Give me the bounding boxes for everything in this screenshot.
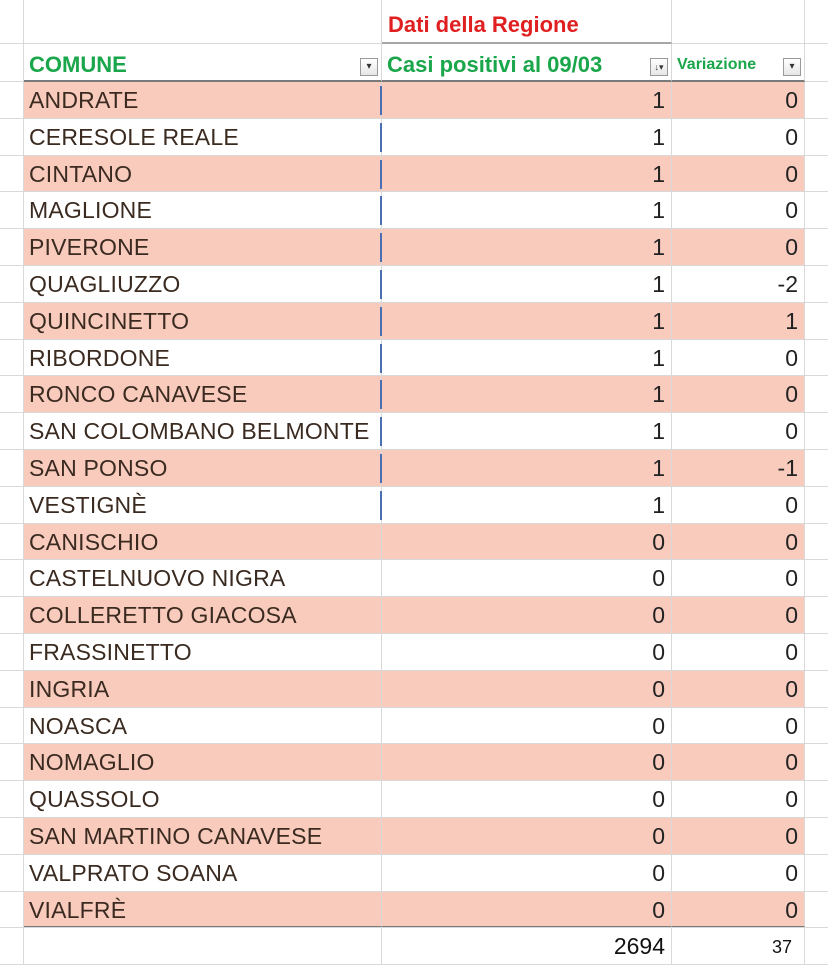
header-row — [0, 44, 828, 82]
variazione-value: 0 — [785, 197, 798, 224]
cell-empty[interactable] — [672, 0, 805, 44]
cell-comune[interactable] — [24, 781, 382, 818]
row-gutter — [0, 44, 24, 82]
row-gutter — [0, 781, 24, 818]
casi-value: 0 — [652, 896, 665, 923]
cell-casi[interactable] — [382, 413, 672, 450]
casi-value: 0 — [652, 712, 665, 739]
cell-empty[interactable] — [805, 671, 828, 708]
variazione-value: 0 — [785, 123, 798, 150]
cell-comune[interactable] — [24, 229, 382, 266]
totals-row — [0, 926, 828, 965]
cell-variazione[interactable] — [672, 744, 805, 781]
dropdown-filter-icon[interactable]: ▾ — [360, 58, 378, 76]
cell-empty[interactable] — [805, 156, 828, 193]
cell-variazione[interactable] — [672, 781, 805, 818]
cell-empty[interactable] — [805, 597, 828, 634]
cell-comune[interactable] — [24, 708, 382, 745]
header-comune-label: COMUNE — [29, 52, 127, 77]
table-row — [0, 119, 828, 156]
variazione-value: -1 — [777, 455, 798, 481]
cell-variazione[interactable] — [672, 340, 805, 377]
cell-variazione[interactable] — [672, 597, 805, 634]
variazione-value: 0 — [785, 712, 798, 739]
cell-empty[interactable] — [805, 818, 828, 855]
cell-comune[interactable] — [24, 560, 382, 597]
comune-name: VALPRATO SOANA — [29, 859, 238, 886]
cell-comune[interactable] — [24, 671, 382, 708]
table-row — [0, 708, 828, 745]
cell-variazione[interactable] — [672, 450, 805, 487]
cell-empty[interactable] — [805, 44, 828, 82]
row-gutter — [0, 82, 24, 119]
row-gutter — [0, 597, 24, 634]
casi-value: 1 — [652, 307, 665, 334]
row-gutter — [0, 892, 24, 929]
comune-name: CERESOLE REALE — [29, 123, 239, 150]
total-variazione-cell[interactable] — [672, 926, 805, 965]
cell-comune[interactable] — [24, 266, 382, 303]
cell-empty[interactable] — [805, 192, 828, 229]
comune-name: CINTANO — [29, 160, 133, 187]
cell-variazione[interactable] — [672, 892, 805, 929]
cell-empty[interactable] — [805, 266, 828, 303]
cell-casi[interactable] — [382, 597, 672, 634]
variazione-value: 0 — [785, 418, 798, 445]
sort-descending-filter-icon[interactable]: ↓▾ — [650, 58, 668, 76]
comune-name: NOASCA — [29, 712, 128, 739]
section-title: Dati della Regione — [388, 12, 579, 37]
cell-variazione[interactable] — [672, 266, 805, 303]
cell-casi[interactable] — [382, 487, 672, 524]
cell-variazione[interactable] — [672, 119, 805, 156]
table-row — [0, 855, 828, 892]
cell-casi[interactable] — [382, 229, 672, 266]
table-row — [0, 487, 828, 524]
cell-comune[interactable] — [24, 524, 382, 561]
cell-empty[interactable] — [805, 634, 828, 671]
cell-empty[interactable] — [24, 0, 382, 44]
cell-variazione[interactable] — [672, 192, 805, 229]
cell-casi[interactable] — [382, 340, 672, 377]
cell-empty[interactable] — [805, 119, 828, 156]
header-variazione[interactable] — [672, 44, 805, 82]
table-row — [0, 744, 828, 781]
cell-comune[interactable] — [24, 192, 382, 229]
casi-value: 1 — [652, 123, 665, 150]
comune-name: FRASSINETTO — [29, 639, 192, 665]
cell-empty[interactable] — [805, 855, 828, 892]
comune-name: VIALFRÈ — [29, 896, 127, 923]
casi-value: 0 — [652, 528, 665, 555]
casi-value: 0 — [652, 565, 665, 592]
variazione-value: -2 — [777, 271, 798, 297]
cell-comune[interactable] — [24, 634, 382, 671]
cell-casi[interactable] — [382, 892, 672, 929]
row-gutter — [0, 340, 24, 377]
cell-comune[interactable] — [24, 892, 382, 929]
row-gutter — [0, 0, 24, 44]
variazione-value: 0 — [785, 749, 798, 776]
section-title-cell[interactable] — [382, 0, 672, 44]
cell-variazione[interactable] — [672, 156, 805, 193]
variazione-value: 0 — [785, 896, 798, 923]
casi-value: 0 — [652, 639, 665, 665]
cell-casi[interactable] — [382, 156, 672, 193]
table-row — [0, 818, 828, 855]
cell-variazione[interactable] — [672, 634, 805, 671]
row-gutter — [0, 708, 24, 745]
table-row — [0, 192, 828, 229]
cell-comune[interactable] — [24, 744, 382, 781]
cell-variazione[interactable] — [672, 671, 805, 708]
row-gutter — [0, 524, 24, 561]
cell-comune[interactable] — [24, 82, 382, 119]
cell-empty[interactable] — [805, 926, 828, 965]
row-gutter — [0, 671, 24, 708]
table-row — [0, 82, 828, 119]
variazione-value: 0 — [785, 528, 798, 555]
cell-variazione[interactable] — [672, 818, 805, 855]
cell-comune[interactable] — [24, 855, 382, 892]
cell-empty[interactable] — [805, 413, 828, 450]
cell-casi[interactable] — [382, 303, 672, 340]
cell-empty[interactable] — [805, 781, 828, 818]
casi-value: 1 — [652, 271, 665, 297]
cell-casi[interactable] — [382, 192, 672, 229]
table-row — [0, 156, 828, 193]
cell-casi[interactable] — [382, 708, 672, 745]
casi-value: 0 — [652, 675, 665, 702]
casi-value: 1 — [652, 87, 665, 113]
variazione-value: 0 — [785, 234, 798, 261]
variazione-value: 0 — [785, 823, 798, 849]
comune-name: SAN PONSO — [29, 455, 168, 481]
variazione-value: 0 — [785, 160, 798, 187]
cell-variazione[interactable] — [672, 855, 805, 892]
cell-empty[interactable] — [24, 926, 382, 965]
variazione-value: 0 — [785, 491, 798, 518]
cell-variazione[interactable] — [672, 376, 805, 413]
casi-value: 0 — [652, 602, 665, 629]
comune-name: VESTIGNÈ — [29, 491, 147, 518]
comune-name: RONCO CANAVESE — [29, 381, 248, 408]
casi-value: 0 — [652, 749, 665, 776]
cell-variazione[interactable] — [672, 82, 805, 119]
cell-variazione[interactable] — [672, 229, 805, 266]
cell-comune[interactable] — [24, 340, 382, 377]
title-row — [0, 0, 828, 44]
casi-value: 1 — [652, 344, 665, 371]
row-gutter — [0, 413, 24, 450]
cell-empty[interactable] — [805, 708, 828, 745]
cell-comune[interactable] — [24, 450, 382, 487]
table-row — [0, 524, 828, 561]
comune-name: SAN COLOMBANO BELMONTE — [29, 418, 370, 445]
variazione-value: 0 — [785, 565, 798, 592]
cell-variazione[interactable] — [672, 487, 805, 524]
header-casi[interactable] — [382, 44, 672, 82]
cell-empty[interactable] — [805, 892, 828, 929]
cell-empty[interactable] — [805, 376, 828, 413]
variazione-value: 0 — [785, 381, 798, 408]
cell-comune[interactable] — [24, 119, 382, 156]
cell-casi[interactable] — [382, 82, 672, 119]
cell-casi[interactable] — [382, 671, 672, 708]
cell-empty[interactable] — [805, 303, 828, 340]
row-gutter — [0, 634, 24, 671]
row-gutter — [0, 487, 24, 524]
table-row — [0, 303, 828, 340]
cell-casi[interactable] — [382, 855, 672, 892]
cell-empty[interactable] — [805, 229, 828, 266]
row-gutter — [0, 560, 24, 597]
row-gutter — [0, 855, 24, 892]
header-comune[interactable] — [24, 44, 382, 82]
casi-value: 1 — [652, 381, 665, 408]
row-gutter — [0, 229, 24, 266]
casi-value: 1 — [652, 197, 665, 224]
comune-name: COLLERETTO GIACOSA — [29, 602, 297, 629]
row-gutter — [0, 266, 24, 303]
cell-casi[interactable] — [382, 119, 672, 156]
cell-variazione[interactable] — [672, 524, 805, 561]
casi-value: 1 — [652, 455, 665, 481]
table-row — [0, 560, 828, 597]
comune-name: QUINCINETTO — [29, 307, 190, 334]
row-gutter — [0, 192, 24, 229]
cell-empty[interactable] — [805, 450, 828, 487]
variazione-value: 0 — [785, 602, 798, 629]
cell-casi[interactable] — [382, 450, 672, 487]
cell-comune[interactable] — [24, 303, 382, 340]
header-casi-label: Casi positivi al 09/03 — [387, 52, 603, 77]
row-gutter — [0, 450, 24, 487]
cell-comune[interactable] — [24, 818, 382, 855]
table-row — [0, 671, 828, 708]
variazione-value: 0 — [785, 859, 798, 886]
variazione-value: 0 — [785, 675, 798, 702]
table-row — [0, 376, 828, 413]
casi-value: 0 — [652, 786, 665, 813]
cell-comune[interactable] — [24, 487, 382, 524]
cell-variazione[interactable] — [672, 413, 805, 450]
table-row — [0, 229, 828, 266]
cell-empty[interactable] — [805, 340, 828, 377]
cell-casi[interactable] — [382, 266, 672, 303]
total-variazione: 37 — [771, 937, 792, 957]
cell-empty[interactable] — [805, 524, 828, 561]
cell-casi[interactable] — [382, 818, 672, 855]
casi-value: 1 — [652, 160, 665, 187]
table-row — [0, 340, 828, 377]
cell-comune[interactable] — [24, 597, 382, 634]
comune-name: ANDRATE — [29, 87, 139, 113]
cell-empty[interactable] — [805, 560, 828, 597]
table-row — [0, 597, 828, 634]
table-row — [0, 892, 828, 929]
casi-value: 0 — [652, 859, 665, 886]
row-gutter — [0, 744, 24, 781]
cell-casi[interactable] — [382, 781, 672, 818]
cell-casi[interactable] — [382, 376, 672, 413]
cell-casi[interactable] — [382, 634, 672, 671]
casi-value: 1 — [652, 491, 665, 518]
cell-casi[interactable] — [382, 560, 672, 597]
variazione-value: 0 — [785, 344, 798, 371]
table-row — [0, 266, 828, 303]
row-gutter — [0, 156, 24, 193]
cell-comune[interactable] — [24, 413, 382, 450]
row-gutter — [0, 303, 24, 340]
comune-name: NOMAGLIO — [29, 749, 155, 776]
comune-name: CASTELNUOVO NIGRA — [29, 565, 286, 592]
variazione-value: 0 — [785, 87, 798, 113]
comune-name: INGRIA — [29, 675, 110, 702]
variazione-value: 1 — [785, 307, 798, 334]
row-gutter — [0, 818, 24, 855]
comune-name: SAN MARTINO CANAVESE — [29, 823, 323, 849]
comune-name: RIBORDONE — [29, 344, 171, 371]
row-gutter — [0, 376, 24, 413]
row-gutter — [0, 926, 24, 965]
cell-variazione[interactable] — [672, 303, 805, 340]
dropdown-filter-icon[interactable]: ▾ — [783, 58, 801, 76]
cell-empty[interactable] — [805, 82, 828, 119]
casi-value: 1 — [652, 418, 665, 445]
comune-name: PIVERONE — [29, 234, 150, 261]
cell-comune[interactable] — [24, 156, 382, 193]
header-variazione-label: Variazione — [677, 56, 757, 73]
table-row — [0, 781, 828, 818]
comune-name: QUASSOLO — [29, 786, 160, 813]
casi-value: 0 — [652, 823, 665, 849]
cell-casi[interactable] — [382, 744, 672, 781]
cell-empty[interactable] — [805, 0, 828, 44]
row-gutter — [0, 119, 24, 156]
table-row — [0, 413, 828, 450]
table-row — [0, 450, 828, 487]
cell-casi[interactable] — [382, 524, 672, 561]
total-casi: 2694 — [613, 933, 665, 959]
variazione-value: 0 — [785, 639, 798, 665]
cell-comune[interactable] — [24, 376, 382, 413]
cell-variazione[interactable] — [672, 560, 805, 597]
total-casi-cell[interactable] — [382, 926, 672, 965]
casi-value: 1 — [652, 234, 665, 261]
cell-empty[interactable] — [805, 744, 828, 781]
comune-name: CANISCHIO — [29, 528, 159, 555]
table-row — [0, 634, 828, 671]
cell-empty[interactable] — [805, 487, 828, 524]
comune-name: MAGLIONE — [29, 197, 153, 224]
cell-variazione[interactable] — [672, 708, 805, 745]
comune-name: QUAGLIUZZO — [29, 271, 181, 297]
variazione-value: 0 — [785, 786, 798, 813]
